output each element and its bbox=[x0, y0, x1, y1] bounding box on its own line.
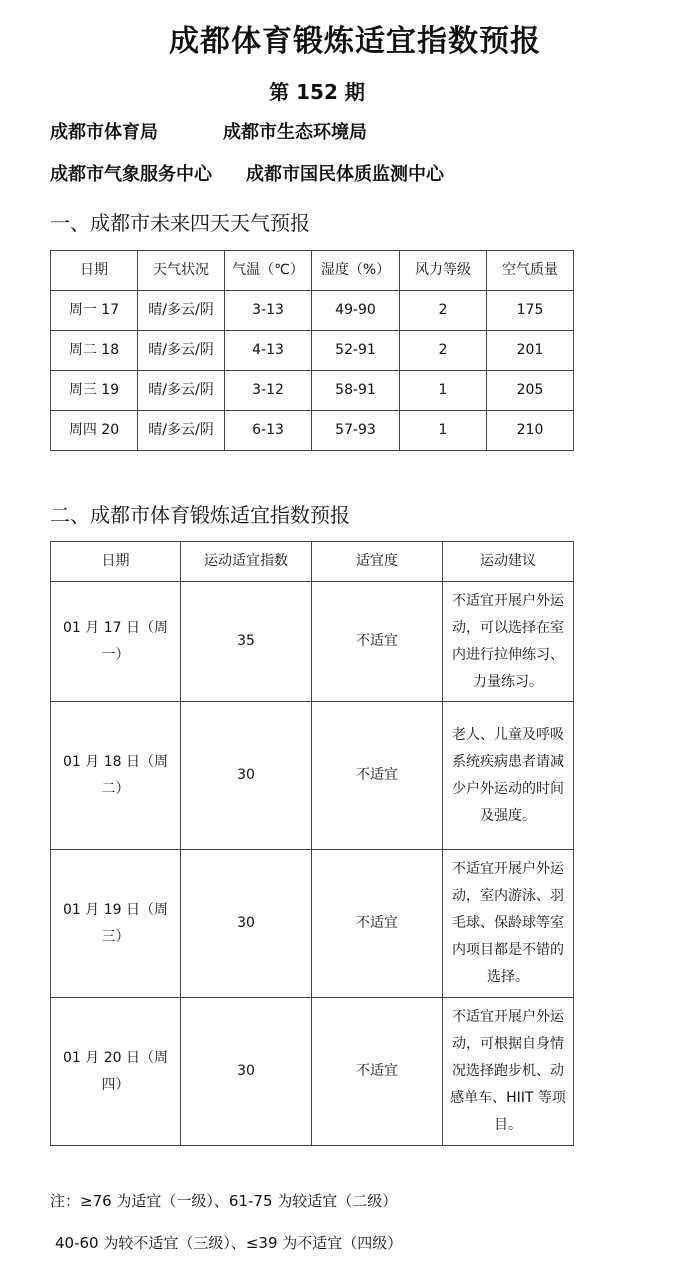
table-cell: 210 bbox=[487, 411, 574, 451]
table-cell: 晴/多云/阴 bbox=[138, 331, 225, 371]
table-header-row bbox=[51, 542, 574, 582]
table-row bbox=[51, 291, 574, 331]
advice-cell: 不适宜开展户外运动，可以选择在室内进行拉伸练习、力量练习。 bbox=[443, 582, 574, 702]
table-row bbox=[51, 331, 574, 371]
org-eco-bureau: 成都市生态环境局 bbox=[223, 122, 367, 143]
weather-table bbox=[50, 250, 574, 451]
suitability-cell: 不适宜 bbox=[312, 702, 443, 850]
column-header: 风力等级 bbox=[400, 251, 487, 291]
advice-cell: 老人、儿童及呼吸系统疾病患者请减少户外运动的时间及强度。 bbox=[443, 702, 574, 850]
column-header: 湿度（%） bbox=[312, 251, 400, 291]
date-cell: 01 月 18 日（周二） bbox=[51, 702, 181, 850]
advice-cell: 不适宜开展户外运动，可根据自身情况选择跑步机、动感单车、HIIT 等项目。 bbox=[443, 998, 574, 1146]
table-cell: 2 bbox=[400, 331, 487, 371]
index-cell: 30 bbox=[181, 998, 312, 1146]
table-cell: 3-13 bbox=[225, 291, 312, 331]
table-cell: 1 bbox=[400, 371, 487, 411]
issue-number: 第 152 期 bbox=[269, 80, 365, 104]
table-cell: 52-91 bbox=[312, 331, 400, 371]
suitability-cell: 不适宜 bbox=[312, 582, 443, 702]
table-cell: 晴/多云/阴 bbox=[138, 291, 225, 331]
table-cell: 2 bbox=[400, 291, 487, 331]
footnote-line-1: 注：≥76 为适宜（一级）、61-75 为较适宜（二级） bbox=[50, 1192, 398, 1210]
org-weather-center: 成都市气象服务中心 bbox=[50, 164, 212, 185]
org-sports-bureau: 成都市体育局 bbox=[50, 122, 158, 143]
table-cell: 6-13 bbox=[225, 411, 312, 451]
table-row bbox=[51, 582, 574, 702]
advice-cell: 不适宜开展户外运动，室内游泳、羽毛球、保龄球等室内项目都是不错的选择。 bbox=[443, 850, 574, 998]
index-cell: 35 bbox=[181, 582, 312, 702]
table-cell: 晴/多云/阴 bbox=[138, 371, 225, 411]
table-row bbox=[51, 702, 574, 850]
table-cell: 4-13 bbox=[225, 331, 312, 371]
table-cell: 晴/多云/阴 bbox=[138, 411, 225, 451]
table-cell: 201 bbox=[487, 331, 574, 371]
suitability-cell: 不适宜 bbox=[312, 850, 443, 998]
date-cell: 01 月 20 日（周四） bbox=[51, 998, 181, 1146]
column-header: 运动适宜指数 bbox=[181, 542, 312, 582]
table-cell: 周一 17 bbox=[51, 291, 138, 331]
table-cell: 3-12 bbox=[225, 371, 312, 411]
table-cell: 周四 20 bbox=[51, 411, 138, 451]
table-cell: 175 bbox=[487, 291, 574, 331]
table-cell: 49-90 bbox=[312, 291, 400, 331]
column-header: 日期 bbox=[51, 251, 138, 291]
table-row bbox=[51, 998, 574, 1146]
page-title: 成都体育锻炼适宜指数预报 bbox=[169, 24, 541, 59]
org-fitness-center: 成都市国民体质监测中心 bbox=[246, 164, 444, 185]
column-header: 适宜度 bbox=[312, 542, 443, 582]
date-cell: 01 月 19 日（周三） bbox=[51, 850, 181, 998]
table-cell: 58-91 bbox=[312, 371, 400, 411]
table-cell: 周二 18 bbox=[51, 331, 138, 371]
index-cell: 30 bbox=[181, 702, 312, 850]
table-header-row bbox=[51, 251, 574, 291]
table-row bbox=[51, 411, 574, 451]
table-cell: 1 bbox=[400, 411, 487, 451]
table-cell: 205 bbox=[487, 371, 574, 411]
column-header: 空气质量 bbox=[487, 251, 574, 291]
footnote-line-2: 40-60 为较不适宜（三级）、≤39 为不适宜（四级） bbox=[55, 1234, 403, 1252]
sports-index-table bbox=[50, 541, 574, 1146]
column-header: 日期 bbox=[51, 542, 181, 582]
date-cell: 01 月 17 日（周一） bbox=[51, 582, 181, 702]
table-row bbox=[51, 850, 574, 998]
column-header: 天气状况 bbox=[138, 251, 225, 291]
suitability-cell: 不适宜 bbox=[312, 998, 443, 1146]
table-cell: 周三 19 bbox=[51, 371, 138, 411]
column-header: 气温（℃） bbox=[225, 251, 312, 291]
sports-section-heading: 二、成都市体育锻炼适宜指数预报 bbox=[50, 503, 350, 527]
column-header: 运动建议 bbox=[443, 542, 574, 582]
weather-section-heading: 一、成都市未来四天天气预报 bbox=[50, 211, 310, 235]
index-cell: 30 bbox=[181, 850, 312, 998]
table-cell: 57-93 bbox=[312, 411, 400, 451]
table-row bbox=[51, 371, 574, 411]
